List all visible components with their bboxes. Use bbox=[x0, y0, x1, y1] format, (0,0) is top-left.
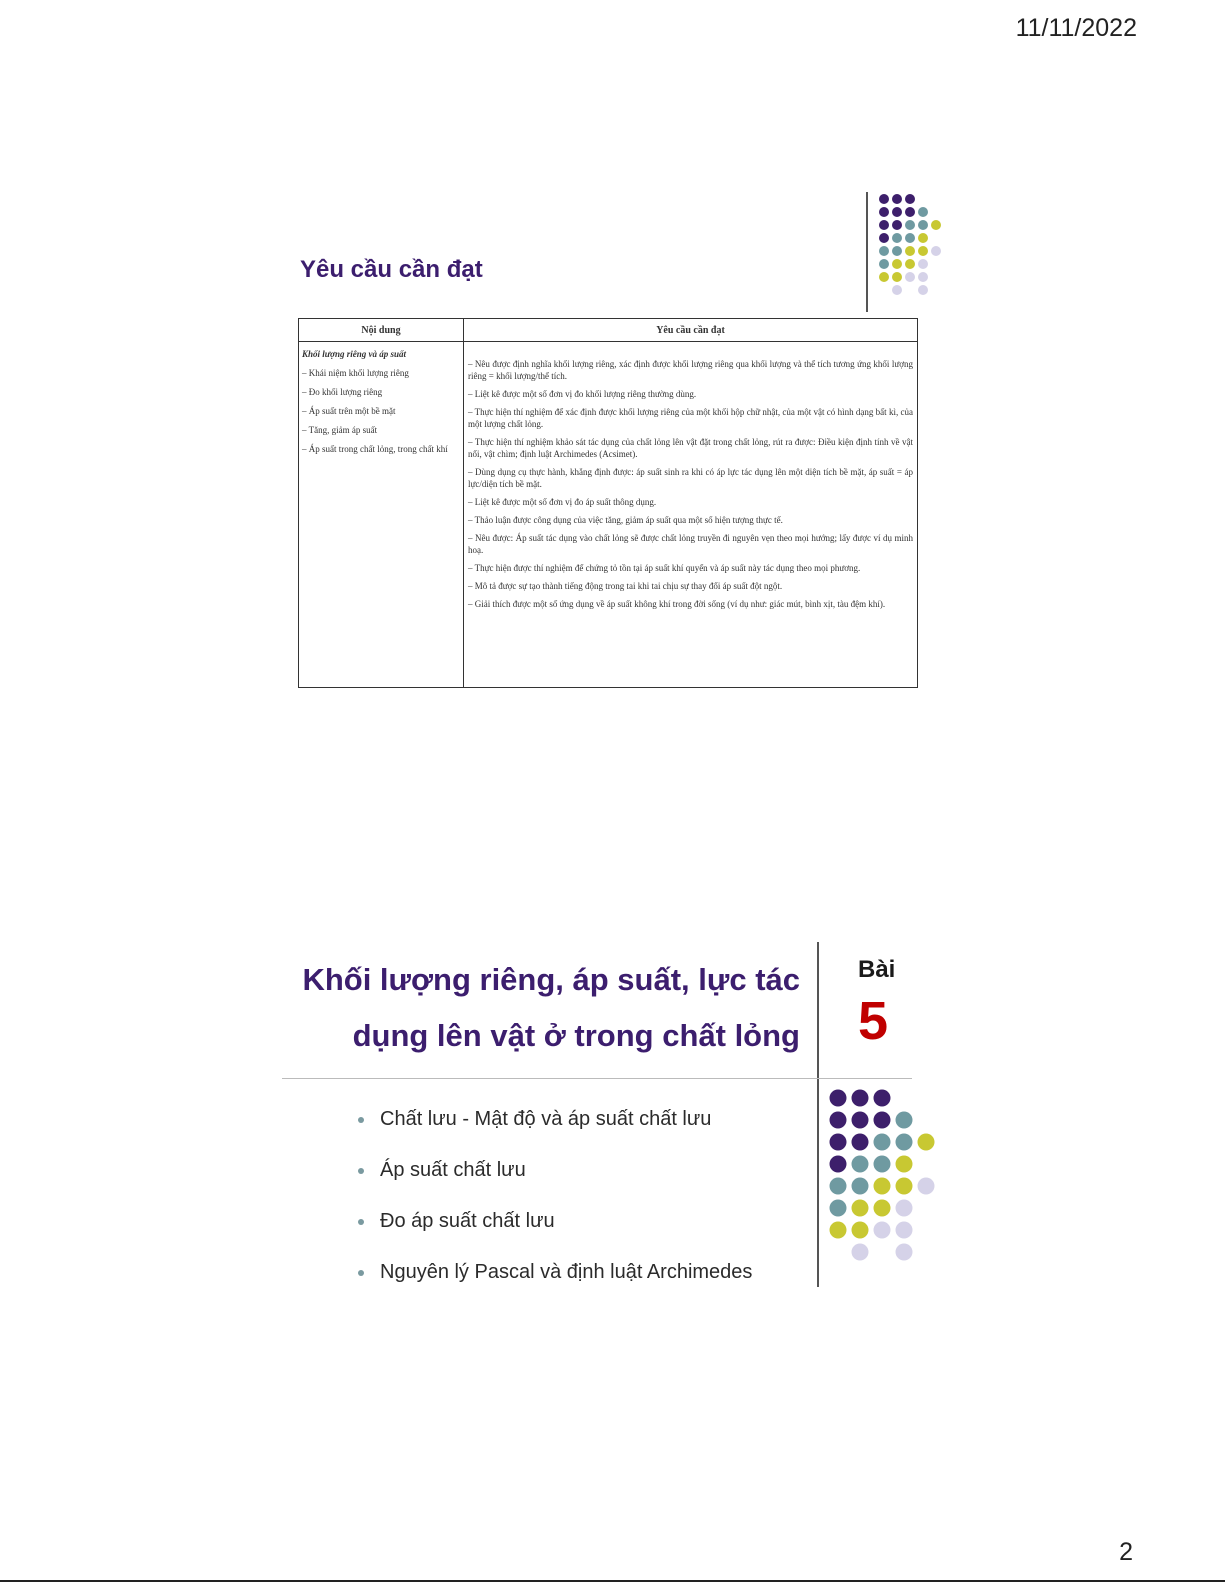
table-header-requirements: Yêu cầu cần đạt bbox=[656, 324, 725, 336]
decor-dot bbox=[852, 1222, 869, 1239]
decor-dot bbox=[852, 1112, 869, 1129]
decor-dot bbox=[879, 194, 889, 204]
decor-dot bbox=[892, 207, 902, 217]
decor-dot bbox=[852, 1156, 869, 1173]
list-item-label: Áp suất chất lưu bbox=[380, 1159, 526, 1181]
list-item bbox=[358, 1108, 752, 1159]
decor-dot bbox=[879, 233, 889, 243]
decor-dot bbox=[852, 1244, 869, 1261]
decor-dot bbox=[874, 1090, 891, 1107]
lesson-title-line1: Khối lượng riêng, áp suất, lực tác bbox=[302, 962, 800, 997]
decor-dot bbox=[918, 1134, 935, 1151]
decor-dot bbox=[931, 220, 941, 230]
decor-dot bbox=[905, 259, 915, 269]
decor-dot bbox=[905, 207, 915, 217]
lesson-number: 5 bbox=[858, 991, 889, 1051]
left-item: – Tăng, giảm áp suất bbox=[302, 425, 378, 435]
page-number: 2 bbox=[1119, 1538, 1133, 1566]
decor-dot bbox=[874, 1200, 891, 1217]
bottom-rule bbox=[0, 1580, 1225, 1582]
decor-dot bbox=[830, 1090, 847, 1107]
decor-dot bbox=[918, 207, 928, 217]
slide2-dot-decoration bbox=[826, 1088, 946, 1268]
decor-dot bbox=[918, 233, 928, 243]
topic-list bbox=[358, 1108, 752, 1312]
table-right-column bbox=[464, 342, 917, 687]
list-item-label: Chất lưu - Mật độ và áp suất chất lưu bbox=[380, 1108, 712, 1130]
left-item: – Áp suất trên một bề mặt bbox=[302, 406, 396, 416]
slide2-divider-horizontal bbox=[282, 1078, 912, 1079]
decor-dot bbox=[896, 1222, 913, 1239]
decor-dot bbox=[892, 246, 902, 256]
decor-dot bbox=[879, 220, 889, 230]
decor-dot bbox=[892, 272, 902, 282]
decor-dot bbox=[830, 1200, 847, 1217]
list-item-label: Đo áp suất chất lưu bbox=[380, 1210, 555, 1232]
requirements-table bbox=[298, 318, 918, 688]
list-item bbox=[358, 1261, 752, 1312]
left-item: – Khái niệm khối lượng riêng bbox=[302, 368, 409, 378]
decor-dot bbox=[896, 1134, 913, 1151]
requirement-item: – Dùng dụng cụ thực hành, khẳng định được: áp suất sinh ra khi có áp lực tác dụng lên một diện tích bề mặt, áp suất = áp lực/diện tích bề mặt. bbox=[468, 467, 913, 489]
left-item: – Đo khối lượng riêng bbox=[302, 387, 383, 397]
requirement-item: – Thực hiện thí nghiệm khảo sát tác dụng của chất lỏng lên vật đặt trong chất lỏng, rút ra được: Điều kiện định tính về vật nổi, vật chìm; định luật Archimedes (Acsimet). bbox=[468, 437, 913, 459]
decor-dot bbox=[918, 1178, 935, 1195]
decor-dot bbox=[874, 1134, 891, 1151]
decor-dot bbox=[918, 246, 928, 256]
requirement-item: – Liệt kê được một số đơn vị đo áp suất thông dụng. bbox=[468, 497, 657, 507]
requirement-item: – Liệt kê được một số đơn vị đo khối lượng riêng thường dùng. bbox=[468, 389, 697, 399]
requirement-item: – Thảo luận được công dụng của việc tăng, giảm áp suất qua một số hiện tượng thực tế. bbox=[468, 515, 783, 525]
list-item bbox=[358, 1210, 752, 1261]
decor-dot bbox=[918, 285, 928, 295]
decor-dot bbox=[918, 220, 928, 230]
decor-dot bbox=[905, 220, 915, 230]
table-header-content: Nội dung bbox=[299, 319, 464, 341]
decor-dot bbox=[830, 1156, 847, 1173]
decor-dot bbox=[905, 246, 915, 256]
decor-dot bbox=[896, 1156, 913, 1173]
decor-dot bbox=[830, 1134, 847, 1151]
slide1-title: Yêu cầu cần đạt bbox=[300, 256, 483, 283]
decor-dot bbox=[918, 259, 928, 269]
decor-dot bbox=[892, 285, 902, 295]
lesson-title-line2: dụng lên vật ở trong chất lỏng bbox=[352, 1018, 800, 1053]
decor-dot bbox=[896, 1178, 913, 1195]
slide2-divider-vertical bbox=[817, 942, 819, 1287]
decor-dot bbox=[879, 272, 889, 282]
decor-dot bbox=[892, 233, 902, 243]
table-header bbox=[299, 319, 917, 342]
decor-dot bbox=[852, 1090, 869, 1107]
decor-dot bbox=[879, 207, 889, 217]
lesson-title bbox=[280, 952, 800, 1064]
decor-dot bbox=[830, 1112, 847, 1129]
decor-dot bbox=[830, 1222, 847, 1239]
decor-dot bbox=[874, 1222, 891, 1239]
requirement-item: – Nêu được: Áp suất tác dụng vào chất lỏng sẽ được chất lỏng truyền đi nguyên vẹn theo mọi hướng; lấy được ví dụ minh hoạ. bbox=[468, 533, 913, 555]
requirement-item: – Mô tả được sự tạo thành tiếng động trong tai khi tai chịu sự thay đổi áp suất đột ngột. bbox=[468, 581, 783, 591]
bullet-icon bbox=[358, 1219, 364, 1225]
slide1-divider bbox=[866, 192, 868, 312]
left-item: – Áp suất trong chất lỏng, trong chất khí bbox=[302, 444, 448, 454]
decor-dot bbox=[874, 1156, 891, 1173]
decor-dot bbox=[896, 1112, 913, 1129]
decor-dot bbox=[830, 1178, 847, 1195]
decor-dot bbox=[874, 1178, 891, 1195]
decor-dot bbox=[852, 1200, 869, 1217]
decor-dot bbox=[879, 246, 889, 256]
requirement-item: – Thực hiện được thí nghiệm để chứng tỏ tồn tại áp suất khí quyển và áp suất này tác dụng theo mọi phương. bbox=[468, 563, 861, 573]
bullet-icon bbox=[358, 1168, 364, 1174]
decor-dot bbox=[874, 1112, 891, 1129]
decor-dot bbox=[892, 259, 902, 269]
table-left-column bbox=[299, 342, 464, 687]
decor-dot bbox=[905, 272, 915, 282]
decor-dot bbox=[931, 246, 941, 256]
date-header: 11/11/2022 bbox=[1015, 14, 1137, 42]
decor-dot bbox=[918, 272, 928, 282]
bullet-icon bbox=[358, 1117, 364, 1123]
table-body bbox=[299, 342, 917, 687]
decor-dot bbox=[852, 1134, 869, 1151]
decor-dot bbox=[852, 1178, 869, 1195]
slide1-dot-decoration bbox=[876, 192, 966, 296]
requirement-item: – Giải thích được một số ứng dụng về áp suất không khí trong đời sống (ví dụ như: giác mút, bình xịt, tàu đệm khí). bbox=[468, 599, 886, 609]
decor-dot bbox=[892, 194, 902, 204]
decor-dot bbox=[905, 233, 915, 243]
lesson-label: Bài bbox=[858, 956, 896, 983]
decor-dot bbox=[896, 1200, 913, 1217]
requirement-item: – Nêu được định nghĩa khối lượng riêng, xác định được khối lượng riêng qua khối lượng và thể tích tương ứng khối lượng riêng = khối lượng/thể tích. bbox=[468, 359, 913, 381]
list-item bbox=[358, 1159, 752, 1210]
decor-dot bbox=[879, 259, 889, 269]
bullet-icon bbox=[358, 1270, 364, 1276]
table-topic: Khối lượng riêng và áp suất bbox=[302, 349, 406, 359]
list-item-label: Nguyên lý Pascal và định luật Archimedes bbox=[380, 1261, 753, 1283]
requirement-item: – Thực hiện thí nghiệm để xác định được khối lượng riêng của một khối hộp chữ nhật, của một vật có hình dạng bất kì, của một lượng chất lỏng. bbox=[468, 407, 913, 429]
decor-dot bbox=[896, 1244, 913, 1261]
decor-dot bbox=[892, 220, 902, 230]
decor-dot bbox=[905, 194, 915, 204]
